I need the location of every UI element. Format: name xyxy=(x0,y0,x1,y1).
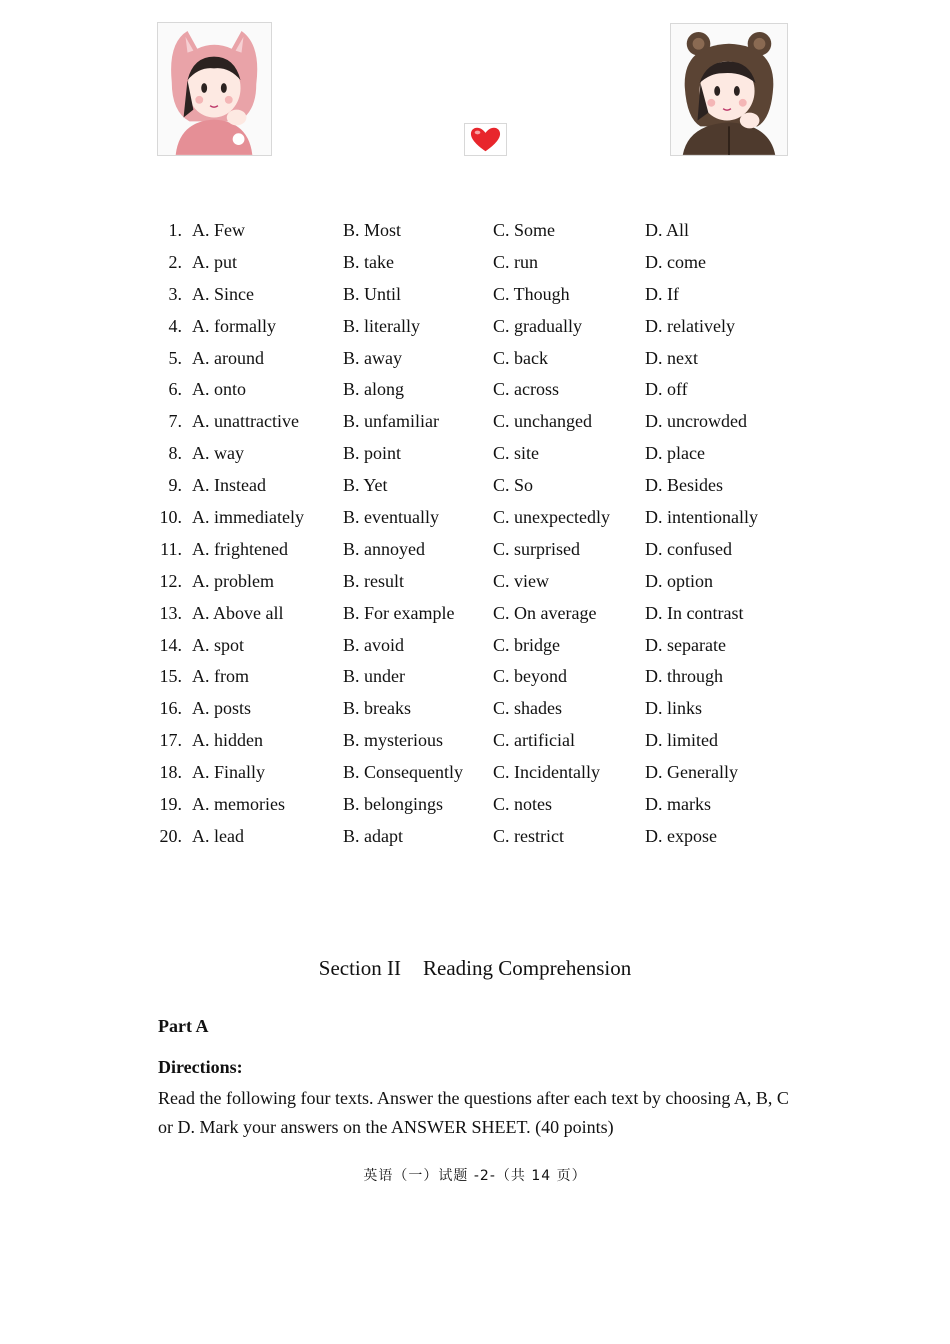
question-row xyxy=(0,821,950,853)
option-d: D. relatively xyxy=(645,315,735,336)
girl-pink-hood-illustration xyxy=(157,22,272,156)
option-b: B. eventually xyxy=(343,507,439,528)
option-d: D. limited xyxy=(645,730,718,751)
option-a: A. Since xyxy=(192,283,254,304)
option-a: A. hidden xyxy=(192,730,263,751)
question-row xyxy=(0,693,950,725)
section-number: Section II xyxy=(318,956,401,980)
question-row xyxy=(0,725,950,757)
option-a: A. way xyxy=(192,443,244,464)
option-d: D. next xyxy=(645,347,698,368)
question-row xyxy=(0,757,950,789)
option-a: A. spot xyxy=(192,634,245,655)
option-d: D. Generally xyxy=(645,762,738,783)
option-c: C. shades xyxy=(493,698,562,719)
question-row xyxy=(0,406,950,438)
question-number: 10. xyxy=(159,507,182,528)
option-b: B. avoid xyxy=(343,634,404,655)
question-number: 11. xyxy=(160,538,182,559)
heart-icon xyxy=(464,123,507,156)
section-title-text: Reading Comprehension xyxy=(423,956,632,980)
question-number: 2. xyxy=(168,251,182,272)
option-c: C. unexpectedly xyxy=(493,507,610,528)
option-c: C. across xyxy=(493,379,559,400)
option-a: A. unattractive xyxy=(192,411,299,432)
option-b: B. breaks xyxy=(343,698,411,719)
option-b: B. Yet xyxy=(343,475,388,496)
option-c: C. back xyxy=(493,347,548,368)
option-b: B. unfamiliar xyxy=(343,411,439,432)
question-number: 14. xyxy=(159,634,182,655)
option-a: A. put xyxy=(192,251,237,272)
question-number: 9. xyxy=(168,475,182,496)
option-c: C. Incidentally xyxy=(493,762,600,783)
option-b: B. along xyxy=(343,379,404,400)
question-number: 16. xyxy=(159,698,182,719)
question-row xyxy=(0,374,950,406)
option-c: C. notes xyxy=(493,794,553,815)
option-c: C. beyond xyxy=(493,666,567,687)
question-row xyxy=(0,470,950,502)
question-number: 15. xyxy=(159,666,182,687)
option-c: C. Though xyxy=(493,283,570,304)
question-row xyxy=(0,343,950,375)
option-a: A. around xyxy=(192,347,264,368)
question-number: 1. xyxy=(168,220,182,240)
question-row xyxy=(0,247,950,279)
option-b: B. literally xyxy=(343,315,420,336)
question-number: 7. xyxy=(168,411,182,432)
question-row xyxy=(0,598,950,630)
option-a: A. immediately xyxy=(192,507,304,528)
question-number: 4. xyxy=(168,315,182,336)
question-number: 12. xyxy=(159,570,182,591)
option-d: D. expose xyxy=(645,825,717,846)
option-d: D. Besides xyxy=(645,475,723,496)
option-b: B. away xyxy=(343,347,402,368)
option-b: B. For example xyxy=(343,602,455,623)
option-b: B. belongings xyxy=(343,794,444,815)
question-number: 19. xyxy=(159,794,182,815)
option-b: B. annoyed xyxy=(343,538,425,559)
option-c: C. unchanged xyxy=(493,411,592,432)
question-row xyxy=(0,279,950,311)
option-c: C. site xyxy=(493,443,540,464)
option-d: D. place xyxy=(645,443,705,464)
question-row xyxy=(0,311,950,343)
option-d: D. through xyxy=(645,666,723,687)
option-a: A. Instead xyxy=(192,475,266,496)
question-row xyxy=(0,534,950,566)
option-d: D. off xyxy=(645,379,688,400)
part-heading: Part A xyxy=(158,1016,209,1036)
option-a: A. memories xyxy=(192,794,285,815)
option-a: A. onto xyxy=(192,379,246,400)
question-number: 8. xyxy=(168,443,182,464)
option-c: C. gradually xyxy=(493,315,582,336)
option-d: D. come xyxy=(645,251,706,272)
question-number: 17. xyxy=(159,730,182,751)
option-a: A. lead xyxy=(192,825,244,846)
option-d: D. links xyxy=(645,698,703,719)
question-number: 3. xyxy=(168,283,182,304)
question-row xyxy=(0,566,950,598)
question-number: 6. xyxy=(168,379,182,400)
option-c: C. Some xyxy=(493,220,556,240)
option-b: B. under xyxy=(343,666,405,687)
directions-text: Read the following four texts. Answer the questions after each text by choosing A, B, C or D. Mark your answers on the ANSWER SHEET. (40 points) xyxy=(158,1088,789,1137)
option-d: D. If xyxy=(645,283,679,304)
option-a: A. Few xyxy=(192,220,245,240)
cloze-options-list xyxy=(0,215,950,853)
option-d: D. In contrast xyxy=(645,602,744,623)
option-b: B. take xyxy=(343,251,394,272)
option-a: A. formally xyxy=(192,315,276,336)
option-a: A. frightened xyxy=(192,538,288,559)
question-row xyxy=(0,630,950,662)
option-d: D. uncrowded xyxy=(645,411,747,432)
option-a: A. Finally xyxy=(192,762,266,783)
option-d: D. confused xyxy=(645,538,732,559)
option-d: D. marks xyxy=(645,794,711,815)
question-row xyxy=(0,502,950,534)
question-number: 5. xyxy=(168,347,182,368)
option-a: A. Above all xyxy=(192,602,284,623)
option-b: B. result xyxy=(343,570,404,591)
option-a: A. problem xyxy=(192,570,274,591)
option-d: D. All xyxy=(645,220,690,240)
page-footer: 英语（一）试题 -2-（共 14 页） xyxy=(363,1168,587,1184)
option-b: B. point xyxy=(343,443,402,464)
option-b: B. Consequently xyxy=(343,762,463,783)
question-row xyxy=(0,438,950,470)
option-a: A. posts xyxy=(192,698,252,719)
option-d: D. intentionally xyxy=(645,507,758,528)
option-c: C. view xyxy=(493,570,549,591)
directions-label: Directions: xyxy=(158,1057,243,1077)
option-d: D. separate xyxy=(645,634,726,655)
option-b: B. Until xyxy=(343,283,402,304)
option-b: B. mysterious xyxy=(343,730,444,751)
option-c: C. restrict xyxy=(493,825,564,846)
option-c: C. On average xyxy=(493,602,597,623)
question-row xyxy=(0,789,950,821)
option-a: A. from xyxy=(192,666,249,687)
question-row xyxy=(0,661,950,693)
girl-bear-hood-illustration xyxy=(670,23,788,156)
option-c: C. surprised xyxy=(493,538,580,559)
section-heading xyxy=(0,956,950,981)
question-number: 18. xyxy=(159,762,182,783)
option-b: B. adapt xyxy=(343,825,403,846)
option-c: C. bridge xyxy=(493,634,560,655)
question-number: 13. xyxy=(159,602,182,623)
option-c: C. run xyxy=(493,251,538,272)
option-c: C. artificial xyxy=(493,730,575,751)
option-d: D. option xyxy=(645,570,714,591)
option-b: B. Most xyxy=(343,220,402,240)
option-c: C. So xyxy=(493,475,534,496)
question-number: 20. xyxy=(159,825,182,846)
question-row xyxy=(0,215,950,247)
